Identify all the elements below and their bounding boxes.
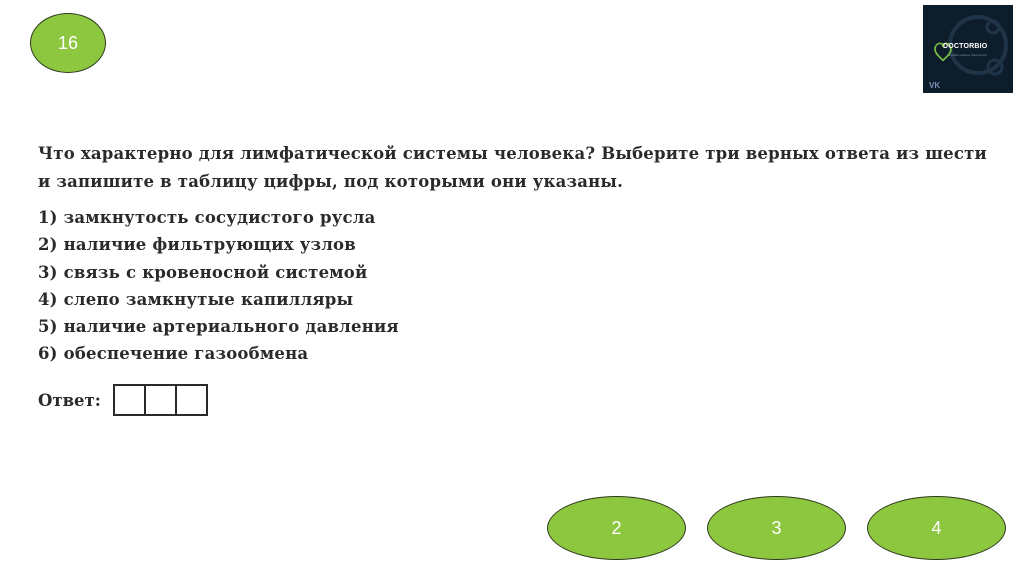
option-5: 5) наличие артериального давления [38, 317, 399, 337]
answer-button-2[interactable]: 2 [547, 496, 686, 560]
vk-icon[interactable]: VK [929, 81, 941, 90]
slide-number-badge: 16 [30, 13, 106, 73]
answer-boxes [113, 384, 208, 416]
option-6: 6) обеспечение газообмена [38, 344, 309, 364]
logo-brand-text: DOCTORBIO [943, 43, 988, 50]
logo-subtitle-text: онлайн-школа биологии [947, 53, 987, 57]
option-4: 4) слепо замкнутые капилляры [38, 289, 354, 309]
answer-box[interactable] [113, 384, 146, 416]
answer-box[interactable] [175, 384, 208, 416]
doctorbio-logo [923, 5, 1013, 93]
answer-button-3[interactable]: 3 [707, 496, 846, 560]
answer-row [38, 382, 208, 418]
answer-label: Ответ: [38, 390, 101, 410]
option-2: 2) наличие фильтрующих узлов [38, 235, 356, 255]
option-1: 1) замкнутость сосудистого русла [38, 208, 376, 227]
question-text: Что характерно для лимфатической системы человека? Выберите три верных ответа из шести и запишите в таблицу цифры, под которыми они указаны. [38, 144, 987, 191]
answer-button-4[interactable]: 4 [867, 496, 1006, 560]
answer-box[interactable] [144, 384, 177, 416]
option-3: 3) связь с кровеносной системой [38, 262, 368, 282]
options-list [38, 204, 638, 368]
